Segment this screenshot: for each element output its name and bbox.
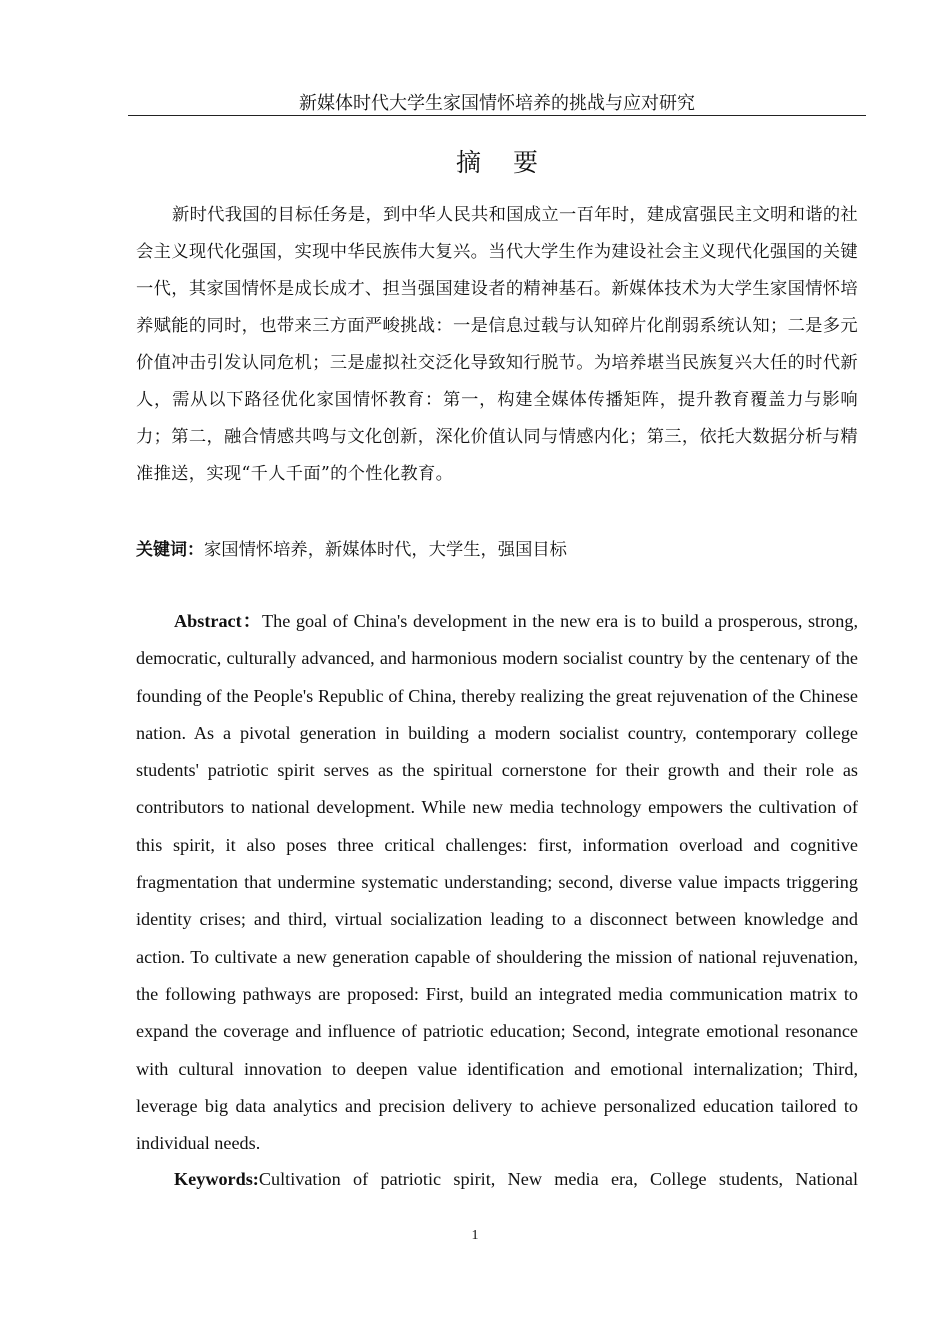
english-abstract-text: The goal of China's development in the new era is to build a prosperous, strong, democratic, culturally advanced, and harmonious modern socialist country by the centenary of the founding of the People's Republic of China, thereby realizing the great rejuvenation of the Chinese nation. As a pivotal generation in building a modern socialist country, contemporary college students' patriotic spirit serves as the spiritual cornerstone for their growth and their role as contributors to national development. While new media technology empowers the cultivation of this spirit, it also poses three critical challenges: first, information overload and cognitive fragmentation that undermine systematic understanding; second, diverse value impacts triggering identity crises; and third, virtual socialization leading to a disconnect between knowledge and action. To cultivate a new generation capable of shouldering the mission of national rejuvenation, the following pathways are proposed: First, build an integrated media communication matrix to expand the coverage and influence of patriotic education; Second, integrate emotional resonance with cultural innovation to deepen value identification and emotional internalization; Third, leverage big data analytics and precision delivery to achieve personalized education tailored to individual needs. [136, 611, 858, 1154]
chinese-keywords-text: 家国情怀培养，新媒体时代，大学生，强国目标 [204, 540, 567, 560]
chinese-keywords [136, 532, 858, 569]
english-keywords-text: Cultivation of patriotic spirit, New media era, College students, National [258, 1169, 858, 1189]
page-number: 1 [471, 1228, 479, 1243]
header-divider [128, 115, 866, 116]
english-abstract-paragraph [136, 603, 858, 1162]
english-keywords [136, 1161, 858, 1198]
chinese-abstract-paragraph: 新时代我国的目标任务是，到中华人民共和国成立一百年时，建成富强民主文明和谐的社会主义现代化强国，实现中华民族伟大复兴。当代大学生作为建设社会主义现代化强国的关键一代，其家国情怀是成长成才、担当强国建设者的精神基石。新媒体技术为大学生家国情怀培养赋能的同时，也带来三方面严峻挑战：一是信息过载与认知碎片化削弱系统认知；二是多元价值冲击引发认同危机；三是虚拟社交泛化导致知行脱节。为培养堪当民族复兴大任的时代新人，需从以下路径优化家国情怀教育：第一，构建全媒体传播矩阵，提升教育覆盖力与影响力；第二，融合情感共鸣与文化创新，深化价值认同与情感内化；第三，依托大数据分析与精准推送，实现“千人千面”的个性化教育。 [136, 205, 858, 484]
english-keywords-label: Keywords: [174, 1169, 259, 1189]
english-abstract-label: Abstract： [174, 611, 262, 631]
chinese-keywords-label: 关键词： [136, 540, 204, 560]
abstract-title: 摘 要 [456, 148, 550, 177]
running-header: 新媒体时代大学生家国情怀培养的挑战与应对研究 [299, 93, 695, 114]
